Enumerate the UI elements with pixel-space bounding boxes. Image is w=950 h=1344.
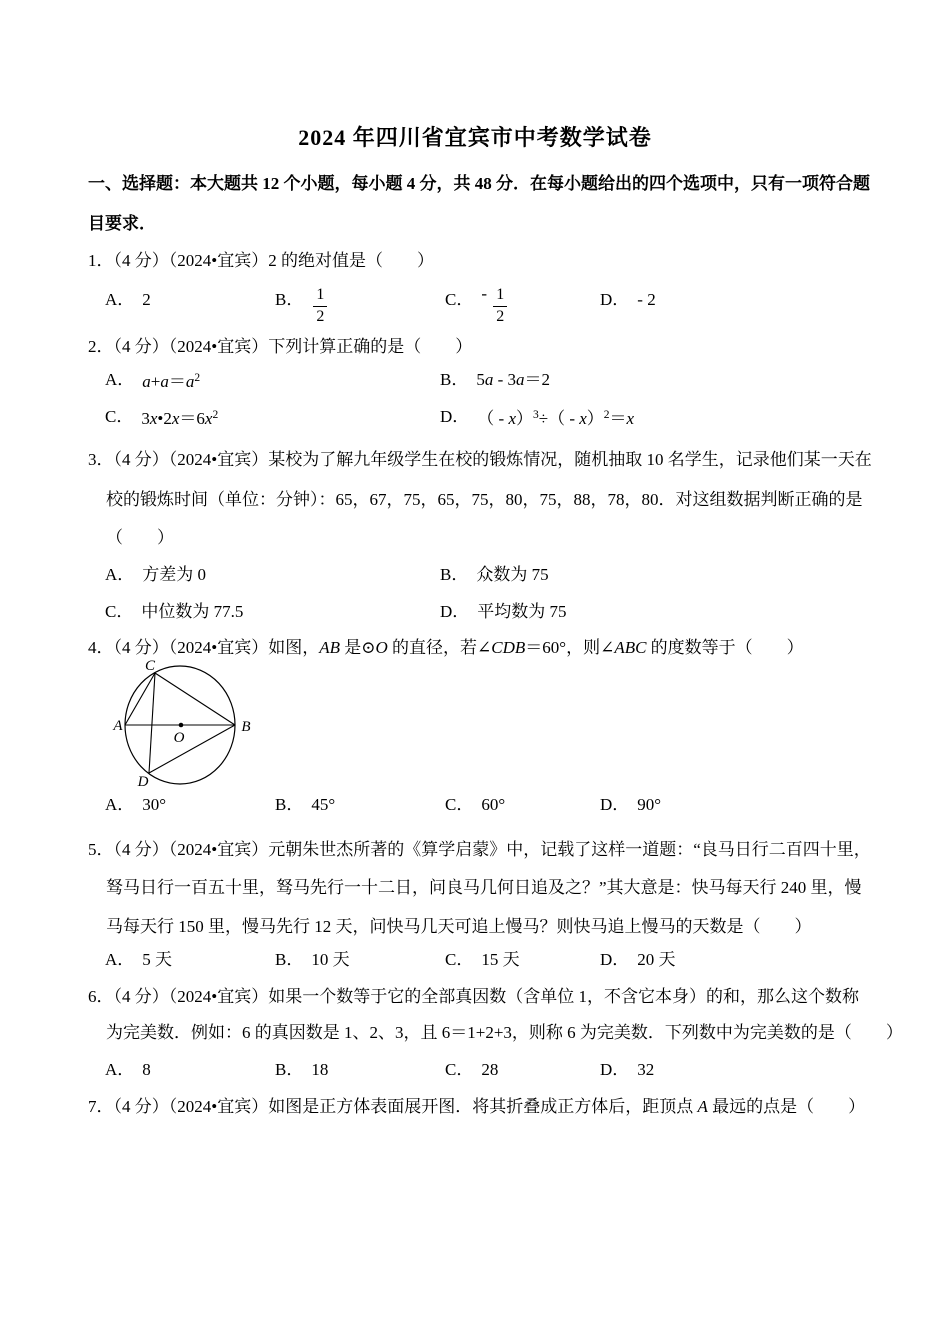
question-4-option-c: C． 60°	[445, 795, 506, 814]
question-7-stem: 7．（4 分）（2024•宜宾）如图是正方体表面展开图．将其折叠成正方体后，距顶点 A 最远的点是（ ）	[88, 1097, 866, 1116]
question-3-options-row-1	[88, 555, 890, 595]
question-5-option-d: D． 20 天	[600, 950, 676, 969]
question-1-option-d: D． - 2	[600, 290, 656, 309]
question-3-line-3: （ ）	[106, 528, 174, 547]
question-3-option-b: B． 众数为 75	[440, 565, 549, 584]
question-4-option-b: B． 45°	[275, 795, 336, 814]
question-2-stem: 2．（4 分）（2024•宜宾）下列计算正确的是（ ）	[88, 337, 473, 356]
question-2-options-row-1	[88, 360, 890, 400]
label-A: A	[113, 718, 123, 734]
question-6-options	[88, 1050, 890, 1090]
question-1-option-a: A． 2	[105, 290, 151, 309]
question-3-line-1: 3．（4 分）（2024•宜宾）某校为了解九年级学生在校的锻炼情况，随机抽取 10 名学生，记录他们某一天在	[88, 450, 872, 469]
question-3-options-row-2	[88, 592, 890, 632]
section-heading-line-1: 一、选择题：本大题共 12 个小题，每小题 4 分，共 48 分．在每小题给出的四个选项中，只有一项符合题	[88, 174, 870, 193]
question-1-options	[88, 272, 890, 328]
question-5-line-3: 马每天行 150 里，慢马先行 12 天，问快马几天可追上慢马？则快马追上慢马的天数是（ ）	[106, 917, 812, 936]
question-4-option-a: A． 30°	[105, 795, 167, 814]
question-5-line-2: 驽马日行一百五十里，驽马先行一十二日，问良马几何日追及之？”其大意是：快马每天行 240 里，慢	[106, 878, 862, 897]
question-5-option-b: B． 10 天	[275, 950, 350, 969]
question-6-option-b: B． 18	[275, 1060, 329, 1079]
question-4-option-d: D． 90°	[600, 795, 662, 814]
question-5-option-a: A． 5 天	[105, 950, 173, 969]
question-5-options	[88, 940, 890, 980]
chord-CB	[155, 673, 235, 725]
question-1-stem: 1．（4 分）（2024•宜宾）2 的绝对值是（ ）	[88, 251, 434, 270]
question-6-option-a: A． 8	[105, 1060, 151, 1079]
question-6-option-c: C． 28	[445, 1060, 499, 1079]
question-6-line-2: 为完美数．例如：6 的真因数是 1、2、3，且 6＝1+2+3，则称 6 为完美数．下列数中为完美数的是（ ）	[106, 1023, 903, 1042]
question-1-option-b: B． $\frac{1}{2}$	[275, 272, 329, 328]
question-1-option-c: C． - $\frac{1}{2}$	[445, 272, 509, 328]
label-C: C	[144, 658, 156, 674]
chord-AC	[125, 673, 155, 725]
question-6-line-1: 6．（4 分）（2024•宜宾）如果一个数等于它的全部真因数（含单位 1，不含它本身）的和，那么这个数称	[88, 987, 859, 1006]
question-6-option-d: D． 32	[600, 1060, 655, 1079]
question-5-line-1: 5．（4 分）（2024•宜宾）元朝朱世杰所著的《算学启蒙》中，记载了这样一道题：“良马日行二百四十里，	[88, 840, 871, 859]
question-3-option-c: C． 中位数为 77.5	[105, 602, 244, 621]
question-3-option-a: A． 方差为 0	[105, 565, 207, 584]
label-O: O	[173, 730, 185, 746]
label-B: B	[241, 719, 251, 735]
question-2-option-d: D． （ - x）$^3$÷（ - x）$^2$＝x	[440, 407, 635, 428]
question-2-option-a: A． $a+a=a^2$	[105, 370, 201, 391]
circle-diagram	[100, 655, 262, 793]
question-2-option-c: C． $3x•2x=6x^2$	[105, 407, 219, 428]
question-2-options-row-2	[88, 397, 890, 437]
chord-CD	[149, 673, 155, 773]
question-4-options	[88, 785, 890, 825]
question-4-circle-figure	[100, 655, 262, 793]
question-5-option-c: C． 15 天	[445, 950, 520, 969]
section-heading-line-2: 目要求．	[88, 214, 156, 233]
page-title: 2024 年四川省宜宾市中考数学试卷	[298, 125, 652, 150]
center-point-O	[179, 723, 184, 728]
chord-DB	[149, 725, 235, 773]
question-3-line-2: 校的锻炼时间（单位：分钟）：65，67，75，65，75，80，75，88，78，80．对这组数据判断正确的是	[106, 490, 863, 509]
question-4-stem: 4．（4 分）（2024•宜宾）如图，AB 是⊙O 的直径，若∠CDB＝60°，则∠ABC 的度数等于（ ）	[88, 638, 804, 657]
question-2-option-b: B． 5a - 3a＝2	[440, 370, 551, 389]
question-3-option-d: D． 平均数为 75	[440, 602, 567, 621]
label-D: D	[137, 774, 149, 790]
